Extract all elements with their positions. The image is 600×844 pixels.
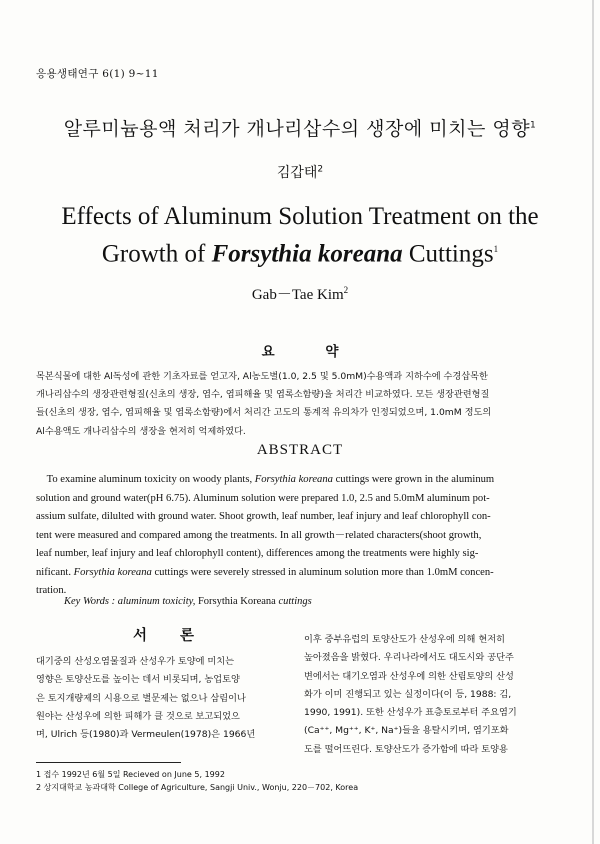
introduction-heading: 서 론 xyxy=(132,628,195,644)
korean-title-footnote-mark: 1 xyxy=(530,120,537,131)
english-abstract-line: leaf number, leaf injury and leaf chlorophyll content), differences among the treatments were highly sig- xyxy=(36,548,479,559)
korean-abstract-line: 목본식물에 대한 Al독성에 관한 기초자료를 얻고자, Al농도별(1.0, 2.5 및 5.0mM)수용액과 지하수에 수경삽목한 xyxy=(36,371,488,382)
english-author-name: Gab－Tae Kim xyxy=(251,287,344,303)
english-abstract xyxy=(36,471,568,601)
keyword-1: aluminum toxicity, xyxy=(117,596,196,607)
korean-title-text: 알루미늄용액 처리가 개나리삽수의 생장에 미치는 영향 xyxy=(63,118,531,140)
korean-author-name: 김갑태 xyxy=(276,165,318,181)
english-abstract-heading: ABSTRACT xyxy=(256,442,344,458)
body-line: 화가 이미 진행되고 있는 실정이다(이 등, 1988: 김, xyxy=(304,688,512,700)
english-author-footnote-mark: 2 xyxy=(343,285,349,295)
footnotes xyxy=(36,768,358,794)
korean-title xyxy=(0,114,600,141)
body-line: 영향은 토양산도를 높이는 데서 비롯되며, 농업토양 xyxy=(36,674,240,686)
english-abstract-line xyxy=(36,564,568,583)
introduction-right-column xyxy=(304,631,566,759)
body-line: 원야는 산성우에 의한 피해가 클 것으로 보고되었으 xyxy=(36,710,240,722)
species-name: Forsythia koreana xyxy=(73,566,152,578)
footnote-1: 1 접수 1992년 6월 5일 Recieved on June 5, 1992 xyxy=(36,770,225,779)
korean-abstract-heading: 요 약 xyxy=(261,344,339,360)
english-abstract-text: cuttings were severely stressed in aluminum solution more than 1.0mM concen- xyxy=(151,566,494,578)
korean-abstract-line: 개나리삽수의 생장관련형질(신초의 생장, 엽수, 엽피해율 및 엽록소함량)을 처리간 비교하였다. 모든 생장관련형질 xyxy=(36,389,490,401)
body-line: (Ca⁺⁺, Mg⁺⁺, K⁺, Na⁺)들을 용탈시키며, 염기포화 xyxy=(304,725,509,737)
korean-abstract xyxy=(36,368,566,441)
korean-abstract-line: 들(신초의 생장, 엽수, 엽피해율 및 엽록소함량)에서 처리간 고도의 통계적 유의차가 인정되었으며, 1.0mM 정도의 xyxy=(36,407,492,419)
english-title-pre: Growth of xyxy=(101,240,212,268)
body-line: 대기중의 산성오염물질과 산성우가 토양에 미치는 xyxy=(36,656,235,667)
english-title-species: Forsythia koreana xyxy=(211,240,403,268)
english-abstract-text: To examine aluminum toxicity on woody plants, xyxy=(46,474,255,485)
english-abstract-line: assium sulfate, dilulted with ground water. Shoot growth, leaf number, leaf injury and leaf chlorophyll con- xyxy=(36,511,491,522)
footnote-2: 2 상지대학교 농과대학 College of Agriculture, Sangji Univ., Wonju, 220－702, Korea xyxy=(36,783,359,792)
english-title-post: Cuttings xyxy=(402,240,494,268)
keywords-label: Key Words : xyxy=(64,596,118,607)
footnote-divider xyxy=(36,762,181,763)
body-line: 변에서는 대기오염과 산성우에 의한 산림토양의 산성 xyxy=(304,670,514,682)
english-title-footnote-mark: 1 xyxy=(493,244,499,254)
body-line: 며, Ulrich 등(1980)과 Vermeulen(1978)은 1966년 xyxy=(36,729,256,741)
english-abstract-line: tration. xyxy=(36,585,67,596)
english-author xyxy=(0,283,600,304)
english-abstract-line xyxy=(36,471,568,490)
keyword-3: cuttings xyxy=(278,596,312,607)
english-title xyxy=(0,200,600,270)
keyword-2: Forsythia Koreana xyxy=(195,596,279,607)
english-abstract-line: solution and ground water(pH 6.75). Aluminum solution were prepared 1.0, 2.5 and 5.0mM aluminum pot- xyxy=(36,492,490,504)
korean-abstract-line: Al수용액도 개나리삽수의 생장을 현저히 억제하였다. xyxy=(36,425,246,437)
journal-reference: 응용생태연구 6(1) 9~11 xyxy=(36,68,159,80)
keywords xyxy=(64,596,312,607)
body-line: 높아졌음을 밝혔다. 우리나라에서도 대도시와 공단주 xyxy=(304,652,514,664)
body-line: 은 토지개량제의 시용으로 별문제는 없으나 삼림이나 xyxy=(36,692,246,704)
korean-author-footnote-mark: 2 xyxy=(317,164,324,175)
english-abstract-text: cuttings were grown in the aluminum xyxy=(332,474,495,485)
english-title-line-1: Effects of Aluminum Solution Treatment on the xyxy=(61,203,539,230)
english-abstract-text: nificant. xyxy=(36,566,74,578)
body-line: 이후 중부유럽의 토양산도가 산성우에 의해 현저히 xyxy=(304,634,505,645)
body-line: 도를 떨어뜨린다. 토양산도가 증가함에 따라 토양용 xyxy=(304,743,508,755)
species-name: Forsythia koreana xyxy=(254,474,333,485)
korean-author xyxy=(0,162,600,182)
english-title-line-2 xyxy=(0,233,600,270)
body-line: 1990, 1991). 또한 산성우가 표층토로부터 주요염기 xyxy=(304,707,517,719)
english-abstract-line: tent were measured and compared among the treatments. In all growth－related characters(shoot growth, xyxy=(36,529,482,541)
introduction-left-column xyxy=(36,653,296,744)
